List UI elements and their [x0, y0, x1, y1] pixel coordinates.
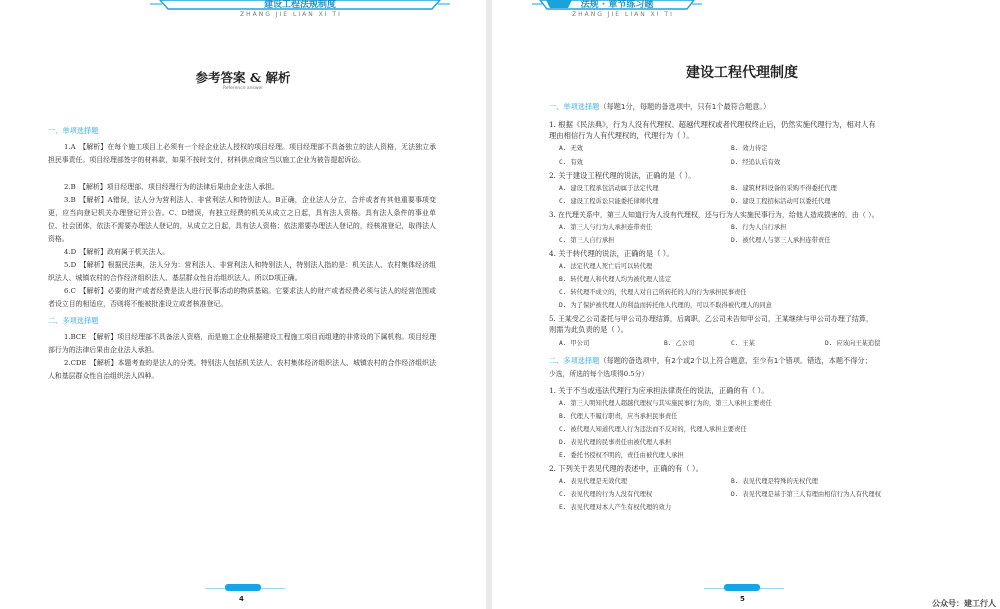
option: E. 表见代理对本人产生有权代理的效力 [559, 504, 672, 511]
option: C. 被代理人知道代理人行为违法而不反对的，代理人承担主要责任 [559, 426, 747, 433]
section-note: （每题1分，每题的备选项中，只有1个最符合题意。） [599, 102, 771, 111]
option: C. 建设工程诉讼只能委托律师代理 [559, 198, 659, 205]
option: C. 第三人自行承担 [559, 237, 615, 244]
question-text: 2. 关于建设工程代理的说法，正确的是（ ）。 [549, 171, 696, 180]
page-title: 参考答案 & 解析 [195, 70, 291, 85]
option: B. 表见代理是特殊的无权代理 [731, 478, 818, 485]
answer-paragraph: 1.A 【解析】在每个施工项目上必须有一个经企业法人授权的项目经理。项目经理部不具备独立的法人资格，无法独立承担民事责任。项目经理部签字的材料款，如果不按时支付，材料供应商应当以施工企业为被告提起诉讼。 [48, 143, 436, 164]
left-page [0, 0, 486, 609]
option: C. 有效 [559, 159, 583, 166]
option: B. 建筑材料设备的采购不得委托代理 [731, 185, 837, 192]
question-text: 1. 根据《民法典》，行为人没有代理权、超越代理权或者代理权终止后，仍然实施代理行为，相对人有 [549, 120, 876, 129]
answer-paragraph: 3.B 【解析】A错误，法人分为营利法人、非营利法人和特别法人。B正确，企业法人分立、合并或者有其他重要事项变更，应当向登记机关办理登记并公告。C、D错误，有独立经费的机关从成立之日起，具有法人资格。具有法人条件的事业单位、社会团体，依法不需要办理法人登记的，从成立之日起，具有法人资格；依法需要办理法人登记的，经核准登记，取得法人资格。 [48, 196, 436, 243]
option: B. 效力待定 [731, 145, 768, 152]
answer-paragraph: 1.BCE 【解析】项目经理部不具备法人资格，而是施工企业根据建设工程施工项目而组建的非常设的下属机构。项目经理部行为的法律后果由企业法人承担。 [48, 333, 436, 354]
option: B. 乙公司 [664, 340, 695, 347]
option: A. 建设工程承包活动属于法定代理 [559, 185, 659, 192]
section-title-single-choice [549, 102, 770, 112]
header-banner-text: 建设工程法规制度 [263, 0, 336, 10]
footer-bar [724, 584, 760, 591]
option: D. 表见代理是基于第三人有理由相信行为人有代理权 [731, 491, 881, 498]
option: A. 甲公司 [559, 340, 590, 347]
section-note: （每题的备选项中，有2个或2个以上符合题意，至少有1个错项。错选，本题不得分； [599, 356, 872, 365]
answer-paragraph: 6.C 【解析】必要的财产或者经费是法人进行民事活动的物质基础。它要求法人的财产或者经费必须与法人的经营范围或者设立目的相适应，否则将不能被批准设立或者核准登记。 [48, 287, 436, 308]
section-title-text: 二、多项选择题 [549, 356, 600, 365]
section-title-text: 一、单项选择题 [549, 102, 600, 111]
option: C. 表见代理的行为人没有代理权 [559, 491, 653, 498]
answer-paragraph: 4.D 【解析】政府属于机关法人。 [64, 248, 170, 256]
option: D. 被代理人与第三人承担连带责任 [731, 237, 831, 244]
section-title-single-choice: 一、单项选择题 [48, 126, 99, 135]
page-number: 4 [239, 595, 244, 603]
answer-paragraph: 5.D 【解析】根据民法典，法人分为：营利法人、非营利法人和特别法人，特别法人指的是：机关法人、农村集体经济组织法人、城镇农村的合作经济组织法人、基层群众性自治组织法人。所以D项正确。 [48, 261, 436, 282]
question-text: 2. 下列关于表见代理的表述中，正确的有（ ）。 [549, 464, 703, 473]
answer-paragraph: 2.CDE 【解析】本题考查的是法人的分类。特别法人包括机关法人、农村集体经济组织法人、城镇农村的合作经济组织法人和基层群众性自治组织法人四种。 [48, 359, 436, 380]
question-text: 3. 在代理关系中，第三人知道行为人没有代理权，还与行为人实施民事行为，给他人造成损害的，由（ ）。 [549, 211, 879, 219]
option: D. 表见代理的民事责任由被代理人承担 [559, 439, 672, 446]
page-number: 5 [740, 595, 745, 603]
option: D. 建设工程招标活动可以委托代理 [731, 198, 831, 205]
header-english: ZHANG JIE LIAN XI TI [572, 11, 674, 18]
option: C. 转代理不成立的，代理人对自己所转托的人的行为承担民事责任 [559, 289, 747, 296]
option: C. 王某 [731, 340, 755, 347]
question-text: 理由相信行为人有代理权的，代理行为（ ）。 [549, 131, 694, 140]
question-text: 则需为此负责的是（ ）。 [549, 325, 628, 334]
option: A. 第三人明知代理人超越代理权与其实施民事行为的，第三人承担主要责任 [559, 400, 772, 407]
option: E. 委托书授权不明的，责任由被代理人承担 [559, 452, 684, 459]
section-title-multiple-choice [549, 356, 872, 366]
right-page [492, 0, 1000, 609]
header-english: ZHANG JIE LIAN XI TI [240, 11, 342, 18]
option: D. 为了保护被代理人的利益而转托他人代理的，可以不取得被代理人的同意 [559, 302, 772, 309]
footer-bar [225, 584, 261, 591]
option: B. 转代理人和代理人均为被代理人选定 [559, 276, 672, 283]
section-note: 少选，所选的每个选项得0.5分） [549, 370, 649, 378]
page-subtitle: Reference answer [222, 86, 264, 91]
page-title: 建设工程代理制度 [686, 65, 798, 81]
option: D. 经追认后有效 [731, 159, 781, 166]
option: B. 行为人自行承担 [731, 224, 787, 231]
question-text: 5. 王某受乙公司委托与甲公司办理结算，后离职，乙公司未告知甲公司，王某继续与甲公司办理了结算， [549, 315, 873, 323]
option: A. 第三人与行为人承担连带责任 [559, 224, 653, 231]
option: A. 表见代理是无效代理 [559, 478, 628, 485]
option: D. 应该向王某追偿 [825, 340, 881, 347]
option: A. 无效 [559, 145, 583, 152]
answer-paragraph: 2.B 【解析】项目经理部、项目经理行为的法律后果由企业法人承担。 [64, 183, 279, 191]
question-text: 1. 关于不当或违法代理行为应承担法律责任的说法，正确的有（ ）。 [549, 386, 769, 395]
option: A. 法定代理人死亡后可以转代理 [559, 263, 653, 270]
section-title-multiple-choice: 二、多项选择题 [48, 316, 99, 325]
question-text: 4. 关于转代理的说法，正确的是（ ）。 [549, 249, 674, 258]
watermark-text: 公众号：建工行人 [932, 599, 996, 608]
header-banner-text: 法规 · 章节练习题 [580, 0, 654, 10]
option: B. 代理人不履行职责，应当承担民事责任 [559, 413, 678, 420]
